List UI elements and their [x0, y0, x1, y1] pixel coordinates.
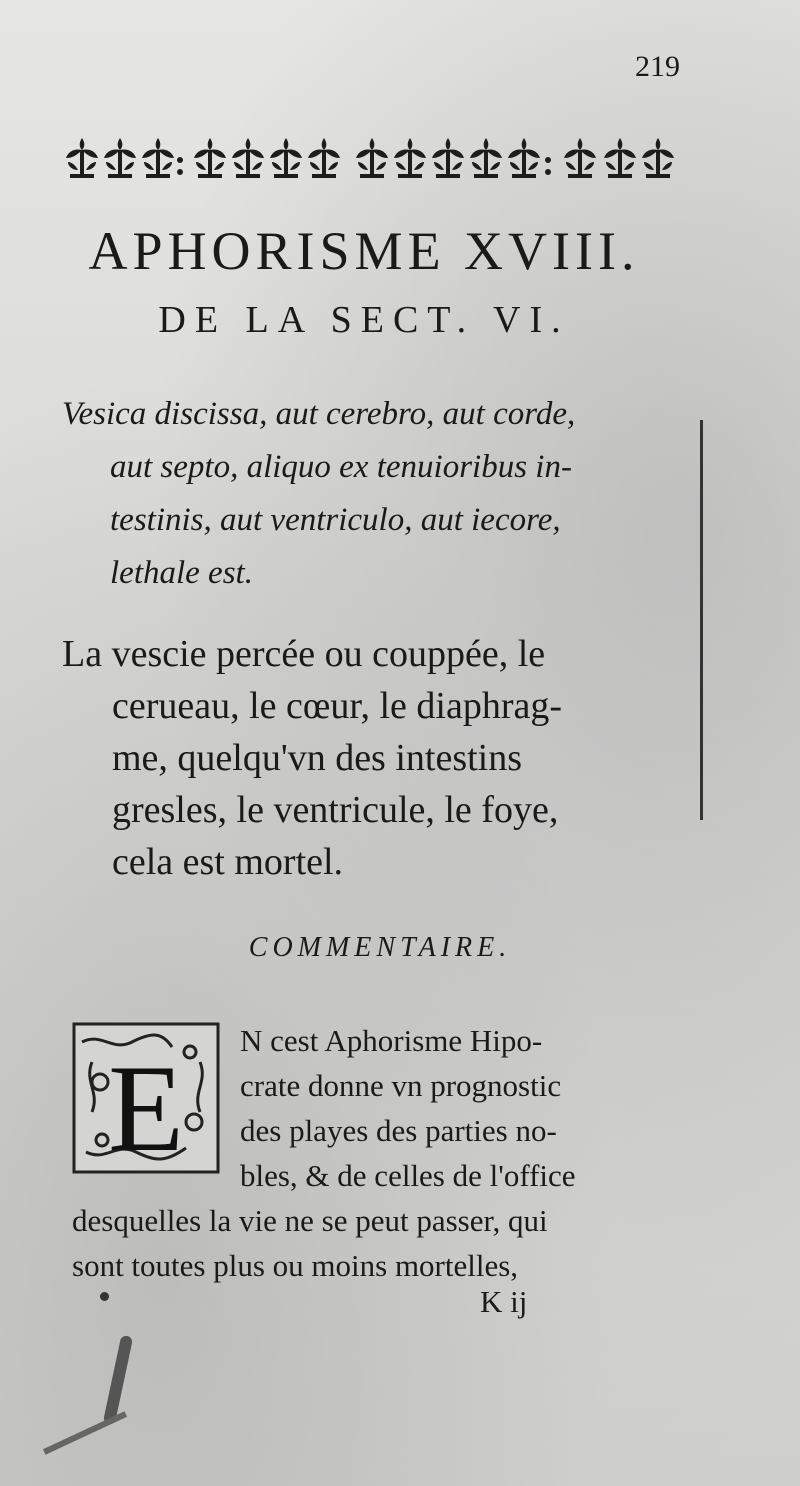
- french-line: me, quelqu'vn des intestins: [112, 737, 523, 779]
- page-stain: [103, 1335, 133, 1426]
- french-translation: [62, 628, 687, 888]
- french-line: cela est mortel.: [112, 841, 344, 883]
- commentary-line: bles, & de celles de l'office: [240, 1158, 576, 1193]
- dropcap-letter: E: [108, 1040, 184, 1174]
- french-line: cerueau, le cœur, le diaphrag-: [112, 685, 563, 727]
- ink-speck: [100, 1292, 109, 1301]
- signature-mark: K ij: [480, 1284, 528, 1319]
- latin-line: aut septo, aliquo ex tenuioribus in-: [110, 449, 572, 485]
- commentary-heading: COMMENTAIRE.: [248, 932, 512, 963]
- latin-line: lethale est.: [110, 555, 253, 591]
- section-subtitle: DE LA SECT. VI.: [158, 299, 570, 341]
- margin-rule: [700, 420, 703, 820]
- page-stain: [43, 1411, 127, 1454]
- page-number: 219: [635, 50, 680, 83]
- fleuron-band-icon: [60, 128, 680, 190]
- latin-line: testinis, aut ventriculo, aut iecore,: [110, 502, 561, 538]
- commentary-line: sont toutes plus ou moins mortelles,: [72, 1248, 519, 1283]
- commentary-line: desquelles la vie ne se peut passer, qui: [72, 1203, 548, 1238]
- latin-line: Vesica discissa, aut cerebro, aut corde,: [62, 396, 576, 432]
- french-line: La vescie percée ou couppée, le: [62, 633, 546, 675]
- french-line: gresles, le ventricule, le foye,: [112, 789, 559, 831]
- aphorism-title: APHORISME XVIII.: [88, 221, 640, 281]
- commentary-body: [72, 1018, 684, 1288]
- latin-aphorism: [62, 388, 682, 600]
- commentary-line: des playes des parties no-: [240, 1113, 557, 1148]
- commentary-line: crate donne vn prognostic: [240, 1068, 562, 1103]
- commentary-line: N cest Aphorisme Hipo-: [240, 1023, 543, 1058]
